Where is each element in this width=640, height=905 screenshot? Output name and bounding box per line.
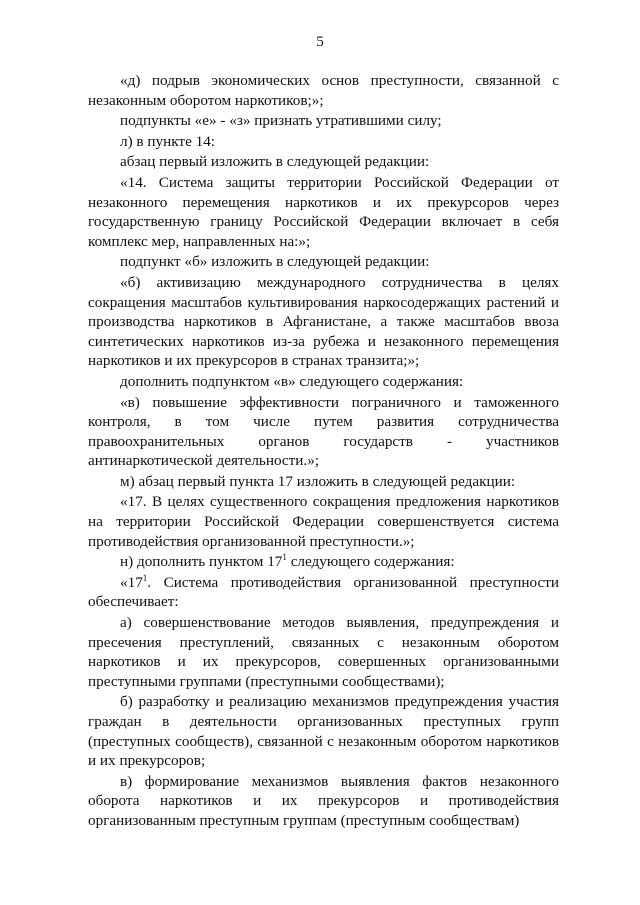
paragraph-d-subitem: «д) подрыв экономических основ преступности, связанной с незаконным оборотом наркотиков;»; — [88, 72, 559, 109]
paragraph-17-1-b: б) разработку и реализацию механизмов предупреждения участия граждан в деятельности организованных преступных групп (преступных сообществ), связанной с незаконным оборотом наркотиков и их прекурсоров; — [88, 693, 559, 770]
paragraph-point-14: «14. Система защиты территории Российской Федерации от незаконного перемещения наркотиков и их прекурсоров через государственную границу Российской Федерации включает в себя комплекс мер, направленных на:»; — [88, 173, 559, 250]
paragraph-17-1-a: а) совершенствование методов выявления, предупреждения и пресечения преступлений, связанных с незаконным оборотом наркотиков и их прекурсоров, совершенных организованными преступными группами (преступными сообществами); — [88, 614, 559, 690]
superscript: 1 — [142, 572, 148, 583]
item-n-text-tail: следующего содержания: — [286, 553, 455, 571]
paragraph-subitem-v-instruction: дополнить подпунктом «в» следующего содержания: — [120, 372, 464, 390]
item-n-text: н) дополнить пунктом 17 — [120, 553, 283, 571]
paragraph-point-17-1 — [88, 573, 559, 612]
paragraph-repeal-subitems: подпункты «е» - «з» признать утратившими силу; — [120, 112, 442, 130]
paragraph-subitem-b: «б) активизацию международного сотрудничества в целях сокращения масштабов культивирования наркосодержащих растений и производства наркотиков в Афганистане, а также масштабов ввоза синтетических наркотиков из-за рубежа и незаконного перемещения наркотиков и их прекурсоров в странах транзита;»; — [88, 273, 559, 370]
superscript: 1 — [282, 552, 287, 563]
paragraph-subitem-v: «в) повышение эффективности пограничного и таможенного контроля, в том числе путем развития сотрудничества правоохранительных органов государств - участников антинаркотической деятельности.»; — [88, 393, 559, 470]
point-17-1-text-tail: . Система противодействия организованной преступности обеспечивает: — [88, 573, 559, 611]
page-number: 5 — [316, 33, 324, 50]
document-body — [88, 71, 559, 831]
paragraph-17-1-v: в) формирование механизмов выявления фактов незаконного оборота наркотиков и их прекурсоров и противодействия организованным преступным группам (преступным сообществам) — [88, 772, 559, 829]
paragraph-subitem-b-instruction: подпункт «б» изложить в следующей редакции: — [120, 253, 430, 271]
paragraph-item-l: л) в пункте 14: — [120, 132, 216, 150]
paragraph-item-n — [88, 552, 559, 572]
paragraph-item-m: м) абзац первый пункта 17 изложить в следующей редакции: — [120, 472, 516, 490]
paragraph-point-17: «17. В целях существенного сокращения предложения наркотиков на территории Российской Федерации совершенствуется система противодействия организованной преступности.»; — [88, 493, 559, 550]
point-17-1-text: «17 — [120, 573, 143, 591]
paragraph-first-abzac: абзац первый изложить в следующей редакции: — [120, 153, 430, 171]
